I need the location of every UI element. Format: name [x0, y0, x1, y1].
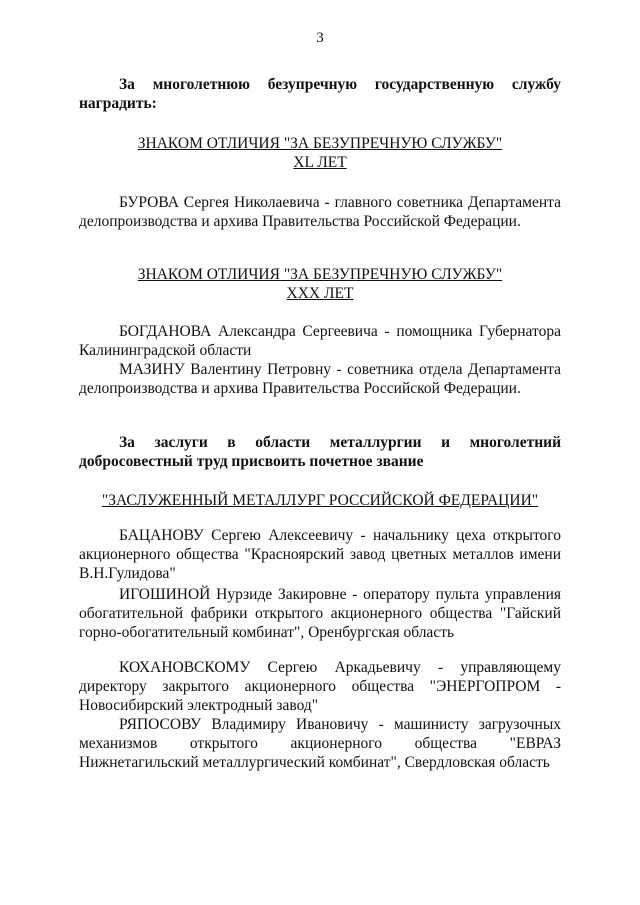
section1-title-line1: ЗНАКОМ ОТЛИЧИЯ "ЗА БЕЗУПРЕЧНУЮ СЛУЖБУ": [137, 135, 503, 152]
section1-title-line2: XL ЛЕТ: [293, 154, 347, 171]
section2-title-line2: XXX ЛЕТ: [286, 285, 354, 302]
section3-entry-4: РЯПОСОВУ Владимиру Ивановичу - машинисту загрузочных механизмов открытого акционерного общества "ЕВРАЗ Нижнетагильский металлургический комбинат", Свердловская область: [79, 716, 561, 771]
page-number: 3: [316, 30, 324, 46]
section3-title: "ЗАСЛУЖЕННЫЙ МЕТАЛЛУРГ РОССИЙСКОЙ ФЕДЕРАЦИИ": [101, 492, 539, 509]
section3-entry-3: КОХАНОВСКОМУ Сергею Аркадьевичу - управляющему директору закрытого акционерного общества "ЭНЕРГОПРОМ - Новосибирский электродный завод": [79, 659, 561, 714]
section3-entry-2: ИГОШИНОЙ Нурзиде Закировне - оператору пульта управления обогатительной фабрики открытого акционерного общества "Гайский горно-обогатительный комбинат", Оренбургская область: [79, 586, 561, 641]
award-intro: За многолетнюю безупречную государственную службу наградить:: [79, 76, 561, 112]
section1-entry-1: БУРОВА Сергея Николаевича - главного советника Департамента делопроизводства и архива Правительства Российской Федерации.: [79, 194, 561, 230]
section2-entry-1: БОГДАНОВА Александра Сергеевича - помощника Губернатора Калининградской области: [79, 323, 561, 359]
section2-title-line1: ЗНАКОМ ОТЛИЧИЯ "ЗА БЕЗУПРЕЧНУЮ СЛУЖБУ": [137, 266, 503, 283]
section2-entry-2: МАЗИНУ Валентину Петровну - советника отдела Департамента делопроизводства и архива Правительства Российской Федерации.: [79, 361, 561, 397]
section3-entry-1: БАЦАНОВУ Сергею Алексеевичу - начальнику цеха открытого акционерного общества "Красноярский завод цветных металлов имени В.Н.Гулидова": [79, 527, 561, 582]
metallurgy-intro: За заслуги в области металлургии и многолетний добросовестный труд присвоить почетное звание: [79, 434, 561, 470]
